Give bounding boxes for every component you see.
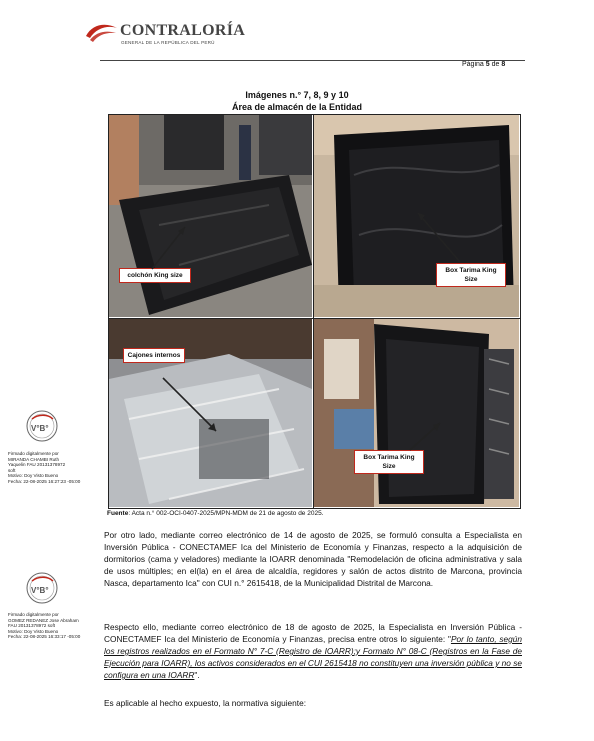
- grid-divider-vertical: [313, 114, 314, 509]
- sig2-line: Fecha: 22-08-2025 16:33:17 -05:00: [8, 634, 81, 640]
- grid-divider-horizontal: [108, 318, 520, 319]
- figure-source: [107, 510, 324, 517]
- sig1-line: MIRANDA CHAMBI Ruth: [8, 456, 60, 462]
- figure-title: Imágenes n.° 7, 8, 9 y 10: [245, 90, 349, 100]
- callout-cajones: Cajones internos: [123, 348, 185, 363]
- source-text: : Acta n.° 002-OCI-0407-2025/MPN-MDM de 21 de agosto de 2025.: [128, 510, 324, 517]
- sig2-line: Motivo: Doy Visto Bueno: [8, 628, 59, 634]
- sig1-line: Motivo: Doy Visto Bueno: [8, 473, 59, 479]
- callout-arrow-icon: [160, 375, 220, 435]
- callout-box-tarima-2: Box Tarima King Size: [354, 450, 424, 474]
- signature-block-2: [26, 572, 58, 609]
- page-number: [462, 61, 505, 68]
- sig2-line: GOMEZ REDANEZ Jose Abraham: [8, 617, 79, 623]
- signature-block-1: [26, 410, 58, 447]
- sig2-line: FAU 20131378972 soft: [8, 623, 55, 629]
- paragraph-3: Es aplicable al hecho expuesto, la normativa siguiente:: [104, 698, 307, 708]
- photo-colchon: [109, 115, 312, 317]
- source-label: Fuente: [107, 510, 129, 517]
- sig1-line: Fecha: 22-08-2025 16:27:23 -05:00: [8, 478, 81, 484]
- page-label: Página: [462, 61, 484, 68]
- sig1-line: Firmado digitalmente por: [8, 451, 59, 456]
- paragraph-2-end: ".: [194, 670, 200, 680]
- callout-arrow-icon: [150, 225, 190, 273]
- callout-arrow-icon: [415, 210, 465, 265]
- seal-label: V°B°: [31, 424, 49, 433]
- callout-colchon: colchón King size: [119, 268, 191, 283]
- signature-text-2: [8, 612, 80, 640]
- paragraph-1: Por otro lado, mediante correo electrónico de 14 de agosto de 2025, se formuló consulta a Especialista en Inversión Pública - CONECTAMEF Ica del Ministerio de Economía y Finanzas, respecto a la adquisición de dormitorios (cama y veladores) mediante la IOARR denominada "Remodelación de oficina administrativa y sala de usos múltiples; en el(la) en el área de alcaldía, regidores y salón de actos distrito de Marcona, provincia Nasca, departamento Ica" con CUI n.° 2615418, de la Municipalidad Distrital de Marcona.: [104, 530, 522, 588]
- page-total: 8: [501, 61, 506, 68]
- paragraph-2: [104, 621, 522, 681]
- paragraph-2-intro: Respecto ello, mediante correo electrónico de 18 de agosto de 2025, la Especialista en Inversión Pública - CONECTAMEF Ica del Ministerio de Economía y Finanzas, precisa entre otros lo siguiente: ": [104, 622, 522, 644]
- sig2-line: Firmado digitalmente por: [8, 612, 59, 617]
- page-current: 5: [485, 61, 490, 68]
- seal-label: V°B°: [31, 586, 49, 595]
- photo-box-tarima-2: [314, 319, 519, 507]
- page-of: de: [491, 61, 500, 68]
- figure-subtitle: Área de almacén de la Entidad: [231, 102, 363, 112]
- paragraph-2-quote: Por lo tanto, según los registros realizados en el Formato N° 7-C (Registro de IOARR);y Formato N° 08-C (Registros en la Fase de Ejecución para IOARR), los activos considerados en el CUI 2615418 no constituyen una inversión pública y no se configura en una IOARR: [104, 634, 523, 680]
- org-subtitle: GENERAL DE LA REPÚBLICA DEL PERÚ: [121, 40, 215, 45]
- signature-text-1: [8, 451, 80, 485]
- sig1-line: soft: [8, 467, 16, 473]
- contraloria-logo-icon: [84, 20, 118, 46]
- sig1-line: Yaquelin FAU 20131378972: [8, 462, 66, 468]
- callout-arrow-icon: [405, 420, 445, 452]
- org-name: CONTRALORÍA: [120, 22, 246, 39]
- callout-box-tarima-1: Box Tarima King Size: [436, 263, 506, 287]
